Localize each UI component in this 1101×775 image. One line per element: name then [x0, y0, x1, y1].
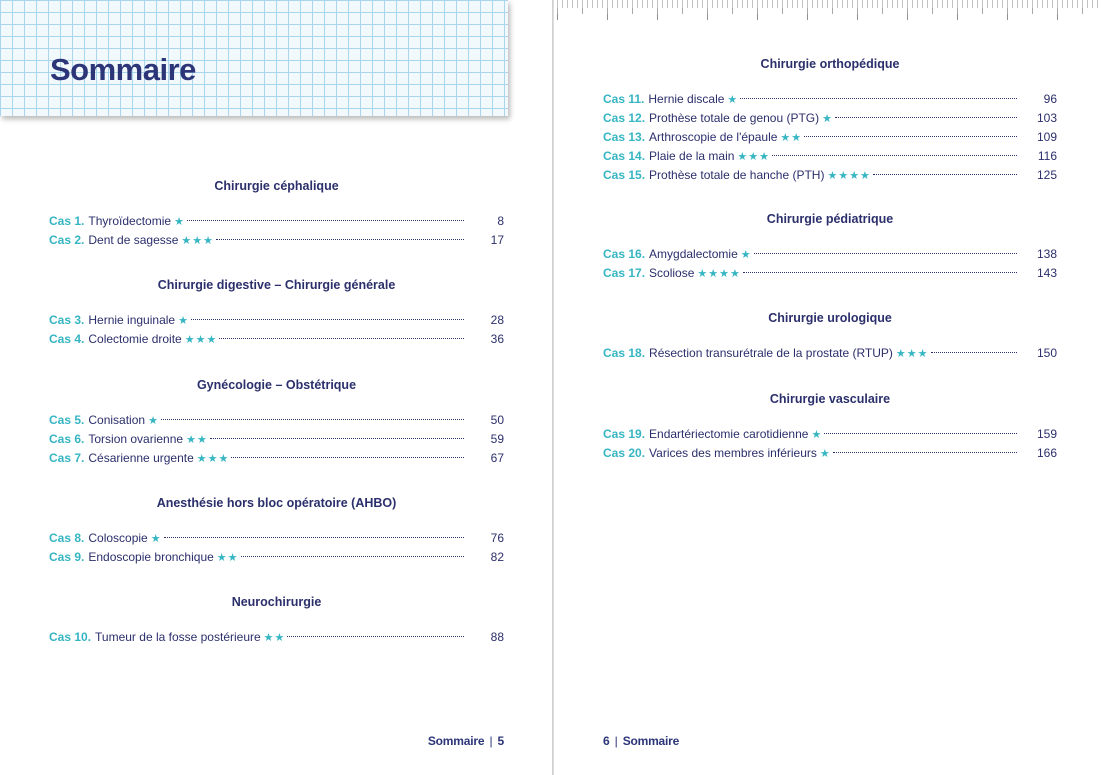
case-label: Cas 14. [603, 149, 646, 163]
section-title: Chirurgie urologique [768, 311, 892, 325]
page-number: 166 [1036, 446, 1057, 460]
page-number: 116 [1037, 149, 1057, 163]
toc-section [49, 377, 504, 468]
case-title: Résection transurétrale de la prostate (RTUP) [649, 346, 893, 360]
section-title: Chirurgie digestive – Chirurgie générale [157, 278, 396, 292]
page-number: 36 [490, 332, 504, 346]
dot-leader [835, 117, 1017, 118]
page-number: 125 [1036, 168, 1057, 182]
page-number: 96 [1043, 92, 1057, 106]
toc-section [49, 495, 504, 567]
toc-entry[interactable] [49, 231, 504, 250]
toc-entry[interactable] [49, 628, 504, 647]
page-number: 8 [497, 214, 504, 228]
toc-entry[interactable] [49, 529, 504, 548]
case-title: Thyroïdectomie [88, 214, 172, 228]
case-label: Cas 18. [603, 346, 646, 360]
dot-leader [216, 239, 464, 240]
difficulty-star-icon: ★ [740, 249, 752, 261]
difficulty-star-icon: ★ [148, 415, 159, 427]
case-label: Cas 4. [49, 332, 85, 346]
page-number: 76 [490, 531, 504, 545]
toc-section [49, 594, 504, 647]
case-title: Dent de sagesse [88, 233, 179, 247]
toc-section [49, 277, 504, 349]
page-number: 50 [490, 413, 504, 427]
case-title: Coloscopie [88, 531, 148, 545]
case-label: Cas 13. [603, 130, 646, 144]
case-title: Endartériectomie carotidienne [649, 427, 809, 441]
toc-entry[interactable] [49, 430, 504, 449]
difficulty-star-icon: ★ [811, 429, 823, 441]
case-label: Cas 2. [49, 233, 85, 247]
footer-text: Sommaire [427, 734, 485, 748]
toc-section [603, 211, 1057, 283]
page-number: 138 [1036, 247, 1057, 261]
section-title: Neurochirurgie [231, 595, 322, 609]
case-title: Colectomie droite [88, 332, 182, 346]
dot-leader [931, 352, 1017, 353]
section-title: Chirurgie céphalique [214, 179, 339, 193]
dot-leader [191, 319, 464, 320]
toc-entry[interactable] [49, 212, 504, 231]
toc-entry[interactable] [49, 548, 504, 567]
toc-entry[interactable] [49, 311, 504, 330]
toc-entry[interactable] [603, 264, 1057, 283]
case-title: Césarienne urgente [88, 451, 194, 465]
difficulty-star-icon: ★★★ [196, 453, 230, 465]
dot-leader [754, 253, 1017, 254]
toc-entry[interactable] [603, 425, 1057, 444]
page-number: 143 [1036, 266, 1057, 280]
case-label: Cas 7. [49, 451, 85, 465]
case-title: Prothèse totale de hanche (PTH) [649, 168, 825, 182]
case-title: Varices des membres inférieurs [649, 446, 817, 460]
page-number: 88 [490, 630, 504, 644]
difficulty-star-icon: ★★★ [895, 348, 929, 360]
dot-leader [772, 155, 1017, 156]
page-footer [428, 734, 504, 748]
toc-section [603, 56, 1057, 185]
dot-leader [219, 338, 464, 339]
page-footer [603, 734, 679, 748]
case-title: Torsion ovarienne [88, 432, 184, 446]
dot-leader [743, 272, 1017, 273]
footer-text: Sommaire [622, 734, 680, 748]
case-title: Arthroscopie de l'épaule [649, 130, 778, 144]
difficulty-star-icon: ★ [150, 533, 162, 545]
dot-leader [231, 457, 464, 458]
footer-page-number: 5 [497, 734, 504, 748]
toc-entry[interactable] [603, 90, 1057, 109]
toc-entry[interactable] [603, 344, 1057, 363]
difficulty-star-icon: ★★ [263, 632, 286, 644]
page-number: 28 [490, 313, 504, 327]
toc-entry[interactable] [603, 245, 1057, 264]
page-number: 159 [1036, 427, 1057, 441]
case-title: Hernie inguinale [88, 313, 176, 327]
toc-entry[interactable] [603, 128, 1057, 147]
case-label: Cas 19. [603, 427, 646, 441]
difficulty-star-icon: ★ [178, 315, 189, 327]
section-title: Chirurgie pédiatrique [766, 212, 894, 226]
ruler [554, 0, 1101, 22]
dot-leader [740, 98, 1017, 99]
difficulty-star-icon: ★★★★ [827, 170, 871, 182]
toc-entry[interactable] [603, 166, 1057, 185]
difficulty-star-icon: ★★ [216, 552, 239, 564]
case-title: Conisation [88, 413, 146, 427]
difficulty-star-icon: ★ [822, 113, 834, 125]
dot-leader [164, 537, 464, 538]
difficulty-star-icon: ★★ [186, 434, 208, 446]
page-number: 67 [490, 451, 504, 465]
difficulty-star-icon: ★★★ [737, 151, 771, 163]
case-label: Cas 1. [49, 214, 85, 228]
case-label: Cas 3. [49, 313, 85, 327]
page-number: 109 [1036, 130, 1057, 144]
page-number: 82 [490, 550, 504, 564]
difficulty-star-icon: ★ [727, 94, 739, 106]
dot-leader [824, 433, 1017, 434]
toc-entry[interactable] [603, 147, 1057, 166]
difficulty-star-icon: ★ [174, 216, 185, 228]
page-number: 103 [1036, 111, 1057, 125]
case-title: Plaie de la main [649, 149, 735, 163]
toc-section [603, 310, 1057, 363]
section-title: Gynécologie – Obstétrique [196, 378, 357, 392]
case-label: Cas 11. [603, 92, 645, 106]
section-title: Chirurgie vasculaire [769, 392, 891, 406]
footer-separator: | [614, 734, 618, 748]
case-label: Cas 9. [49, 550, 85, 564]
page-title: Sommaire [50, 52, 196, 87]
dot-leader [187, 220, 464, 221]
case-title: Tumeur de la fosse postérieure [95, 630, 261, 644]
section-title: Anesthésie hors bloc opératoire (AHBO) [156, 496, 397, 510]
dot-leader [804, 136, 1017, 137]
toc-entry[interactable] [49, 330, 504, 349]
difficulty-star-icon: ★★★ [181, 235, 215, 247]
footer-page-number: 6 [603, 734, 610, 748]
toc-section [49, 178, 504, 250]
difficulty-star-icon: ★★★ [184, 334, 218, 346]
dot-leader [241, 556, 464, 557]
toc-section [603, 391, 1057, 463]
case-title: Prothèse totale de genou (PTG) [649, 111, 820, 125]
right-page [554, 0, 1101, 775]
case-title: Hernie discale [648, 92, 725, 106]
case-title: Endoscopie bronchique [88, 550, 214, 564]
case-label: Cas 16. [603, 247, 646, 261]
dot-leader [210, 438, 464, 439]
case-label: Cas 20. [603, 446, 646, 460]
dot-leader [161, 419, 464, 420]
case-label: Cas 10. [49, 630, 92, 644]
toc-entry[interactable] [603, 444, 1057, 463]
case-label: Cas 5. [49, 413, 85, 427]
footer-separator: | [489, 734, 493, 748]
difficulty-star-icon: ★★ [780, 132, 803, 144]
page-number: 150 [1036, 346, 1057, 360]
toc-entry[interactable] [49, 411, 504, 430]
page-number: 59 [490, 432, 504, 446]
dot-leader [287, 636, 464, 637]
toc-entry[interactable] [49, 449, 504, 468]
case-title: Amygdalectomie [649, 247, 738, 261]
toc-entry[interactable] [603, 109, 1057, 128]
section-title: Chirurgie orthopédique [760, 57, 900, 71]
difficulty-star-icon: ★ [819, 448, 831, 460]
case-title: Scoliose [649, 266, 695, 280]
case-label: Cas 6. [49, 432, 85, 446]
case-label: Cas 17. [603, 266, 646, 280]
dot-leader [833, 452, 1017, 453]
dot-leader [873, 174, 1017, 175]
case-label: Cas 8. [49, 531, 85, 545]
case-label: Cas 15. [603, 168, 646, 182]
case-label: Cas 12. [603, 111, 646, 125]
page-number: 17 [490, 233, 504, 247]
difficulty-star-icon: ★★★★ [697, 268, 741, 280]
